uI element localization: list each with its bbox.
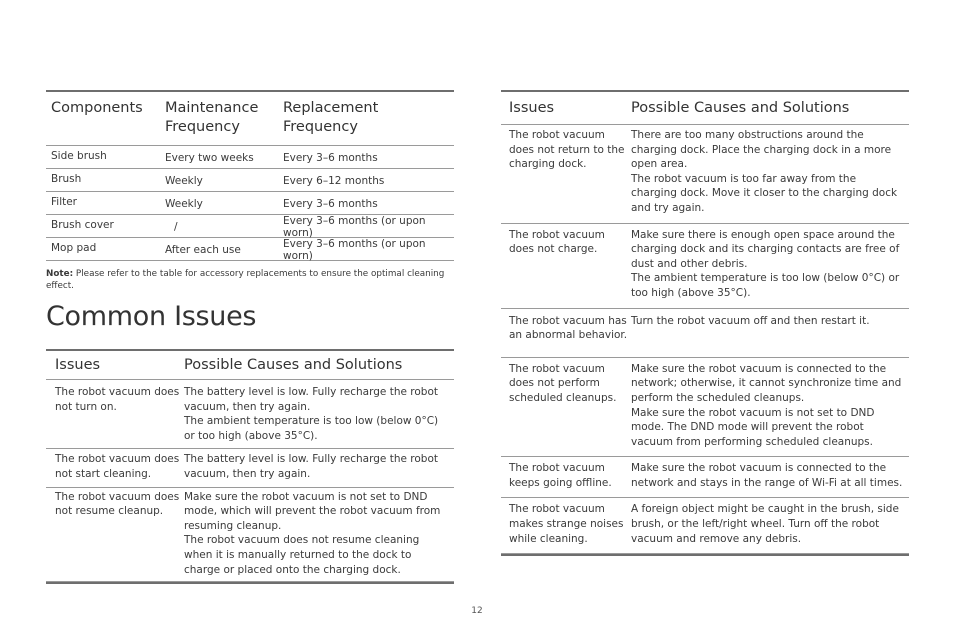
replacement-frequency: Every 3–6 months: [283, 151, 378, 164]
solution-cell: [184, 490, 454, 578]
solution-cell: [631, 228, 909, 301]
note-label: Note:: [46, 269, 74, 279]
solution-text: The ambient temperature is too low (below 0°C) or too high (above 35°C).: [631, 272, 900, 299]
components-table: [46, 90, 454, 261]
replacement-frequency: Every 6–12 months: [283, 174, 385, 187]
table-row: [501, 224, 909, 309]
table-row: [46, 192, 454, 215]
issue-text: The robot vacuum does not charge.: [509, 228, 605, 256]
solution-cell: [631, 128, 909, 216]
header-maintenance-frequency: Maintenance Frequency: [165, 100, 259, 135]
issue-text: The robot vacuum has an abnormal behavior.: [509, 314, 628, 342]
component-name: Brush: [51, 173, 82, 185]
table-row: [46, 146, 454, 169]
table-row: [46, 169, 454, 192]
components-table-body: [46, 146, 454, 261]
table-row: [501, 125, 909, 224]
maintenance-frequency: Every two weeks: [165, 151, 254, 164]
issue-text: The robot vacuum does not resume cleanup.: [55, 490, 180, 518]
table-row: [46, 449, 454, 487]
solution-text: The battery level is low. Fully recharge the robot vacuum, then try again.: [184, 453, 438, 480]
left-issues-table: [46, 349, 454, 584]
header-replacement-frequency: Replacement Frequency: [283, 100, 379, 135]
solution-text: There are too many obstructions around the charging dock. Place the charging dock in a more open area.: [631, 129, 892, 171]
solution-text: A foreign object might be caught in the brush, side brush, or the left/right wheel. Turn off the robot vacuum and remove any debris.: [631, 503, 899, 545]
solution-text: Make sure the robot vacuum is connected to the network; otherwise, it cannot synchronize time and perform the scheduled cleanups.: [631, 362, 902, 404]
table-row: [46, 238, 454, 261]
table-row: [501, 498, 909, 554]
header-components: Components: [51, 100, 143, 116]
header-causes-solutions: Possible Causes and Solutions: [184, 357, 403, 373]
right-issues-table: [501, 90, 909, 556]
components-table-header: [46, 92, 454, 146]
solution-text: Make sure the robot vacuum is connected to the network and stays in the range of Wi-Fi at all times.: [631, 462, 903, 489]
solution-text: Make sure the robot vacuum is not set to DND mode. The DND mode will prevent the robot vacuum from performing scheduled cleanups.: [631, 406, 875, 448]
issue-text: The robot vacuum does not start cleaning.: [55, 453, 180, 480]
right-issues-header: [501, 92, 909, 125]
issue-text: The robot vacuum makes strange noises while cleaning.: [509, 503, 624, 545]
maintenance-frequency: After each use: [165, 243, 241, 256]
maintenance-frequency: /: [174, 220, 178, 233]
replacement-frequency: Every 3–6 months: [283, 197, 378, 210]
table-row: [501, 358, 909, 458]
table-row: [46, 380, 454, 449]
table-row: [46, 488, 454, 583]
issue-text: The robot vacuum does not return to the charging dock.: [509, 129, 625, 171]
table-row: [501, 457, 909, 498]
header-issues: Issues: [55, 357, 101, 373]
solution-text: Make sure there is enough open space around the charging dock and its charging contacts are free of dust and other debris.: [631, 228, 900, 270]
components-section: [46, 90, 454, 292]
component-name: Mop pad: [51, 242, 97, 254]
maintenance-frequency: Weekly: [165, 197, 203, 210]
table-row: [501, 309, 909, 358]
solution-cell: [631, 314, 909, 343]
solution-cell: [631, 502, 909, 546]
table-row: [46, 215, 454, 238]
issue-text: The robot vacuum does not perform scheduled cleanups.: [509, 362, 617, 404]
solution-cell: [184, 385, 454, 443]
solution-cell: [631, 362, 909, 450]
solution-text: Make sure the robot vacuum is not set to DND mode, which will prevent the robot vacuum from resuming cleanup.: [184, 490, 441, 532]
header-issues: Issues: [509, 100, 555, 116]
note-text: Please refer to the table for accessory replacements to ensure the optimal cleaning effect.: [46, 269, 445, 291]
page-number: 12: [471, 606, 483, 616]
component-name: Brush cover: [51, 219, 114, 231]
solution-text: The battery level is low. Fully recharge the robot vacuum, then try again.: [184, 386, 438, 413]
issue-text: The robot vacuum keeps going offline.: [509, 462, 612, 489]
issue-text: The robot vacuum does not turn on.: [55, 386, 180, 413]
right-issues-body: [501, 125, 909, 554]
section-title: Common Issues: [46, 301, 257, 332]
component-name: Filter: [51, 196, 78, 208]
solution-text: The robot vacuum is too far away from the charging dock. Move it closer to the charging dock and try again.: [631, 172, 898, 214]
left-issues-header: [46, 351, 454, 380]
replacement-frequency: Every 3–6 months (or upon worn): [283, 237, 426, 262]
solution-cell: [631, 461, 909, 490]
component-name: Side brush: [51, 150, 107, 162]
header-causes-solutions: Possible Causes and Solutions: [631, 100, 850, 116]
solution-cell: [184, 452, 454, 481]
replacement-frequency: Every 3–6 months (or upon worn): [283, 214, 426, 239]
solution-text: Turn the robot vacuum off and then restart it.: [631, 314, 870, 327]
solution-text: The ambient temperature is too low (below 0°C) or too high (above 35°C).: [184, 415, 439, 442]
note: [46, 268, 454, 292]
solution-text: The robot vacuum does not resume cleaning when it is manually returned to the dock to charge or placed onto the charging dock.: [184, 534, 420, 576]
maintenance-frequency: Weekly: [165, 174, 203, 187]
left-issues-body: [46, 380, 454, 582]
